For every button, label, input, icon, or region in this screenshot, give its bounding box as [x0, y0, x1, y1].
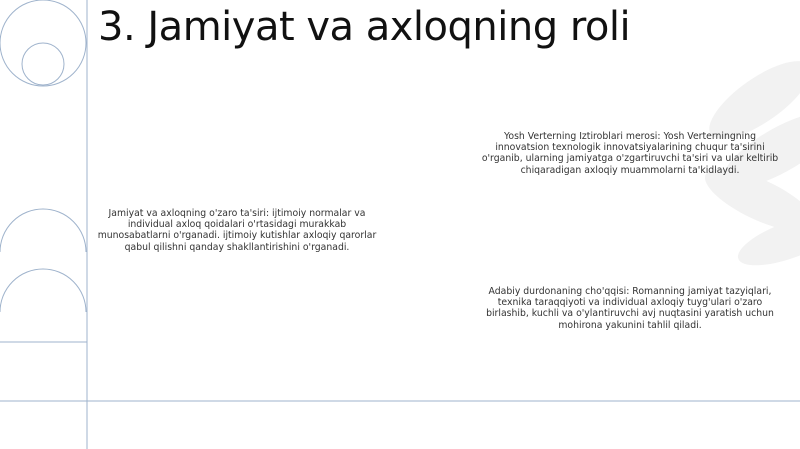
slide-title: 3. Jamiyat va axloqning roli	[98, 4, 631, 50]
text-block-society-ethics: Jamiyat va axloqning o'zaro ta'siri: ijtimoiy normalar va individual axloq qoidalari o'rtasidagi murakkab munosabatlarni o'rganadi. ijtimoiy kutishlar axloqiy qarorlar qabul qilishni qanday shakllantirishini o'rganadi.	[97, 208, 377, 253]
text-block-werther-legacy: Yosh Verterning Iztiroblari merosi: Yosh Verterningning innovatsion texnologik innovatsiyalarining chuqur ta'sirini o'rganib, ularning jamiyatga o'zgartiruvchi ta'siri va ular keltirib chiqaradigan axloqiy muammolarni ta'kidlaydi.	[481, 131, 779, 176]
text-block-literary-climax: Adabiy durdonaning cho'qqisi: Romanning jamiyat tazyiqlari, texnika taraqqiyoti va individual axloqiy tuyg'ulari o'zaro birlashib, kuchli va o'ylantiruvchi avj nuqtasini yaratish uchun mohirona yakunini tahlil qiladi.	[486, 286, 774, 331]
